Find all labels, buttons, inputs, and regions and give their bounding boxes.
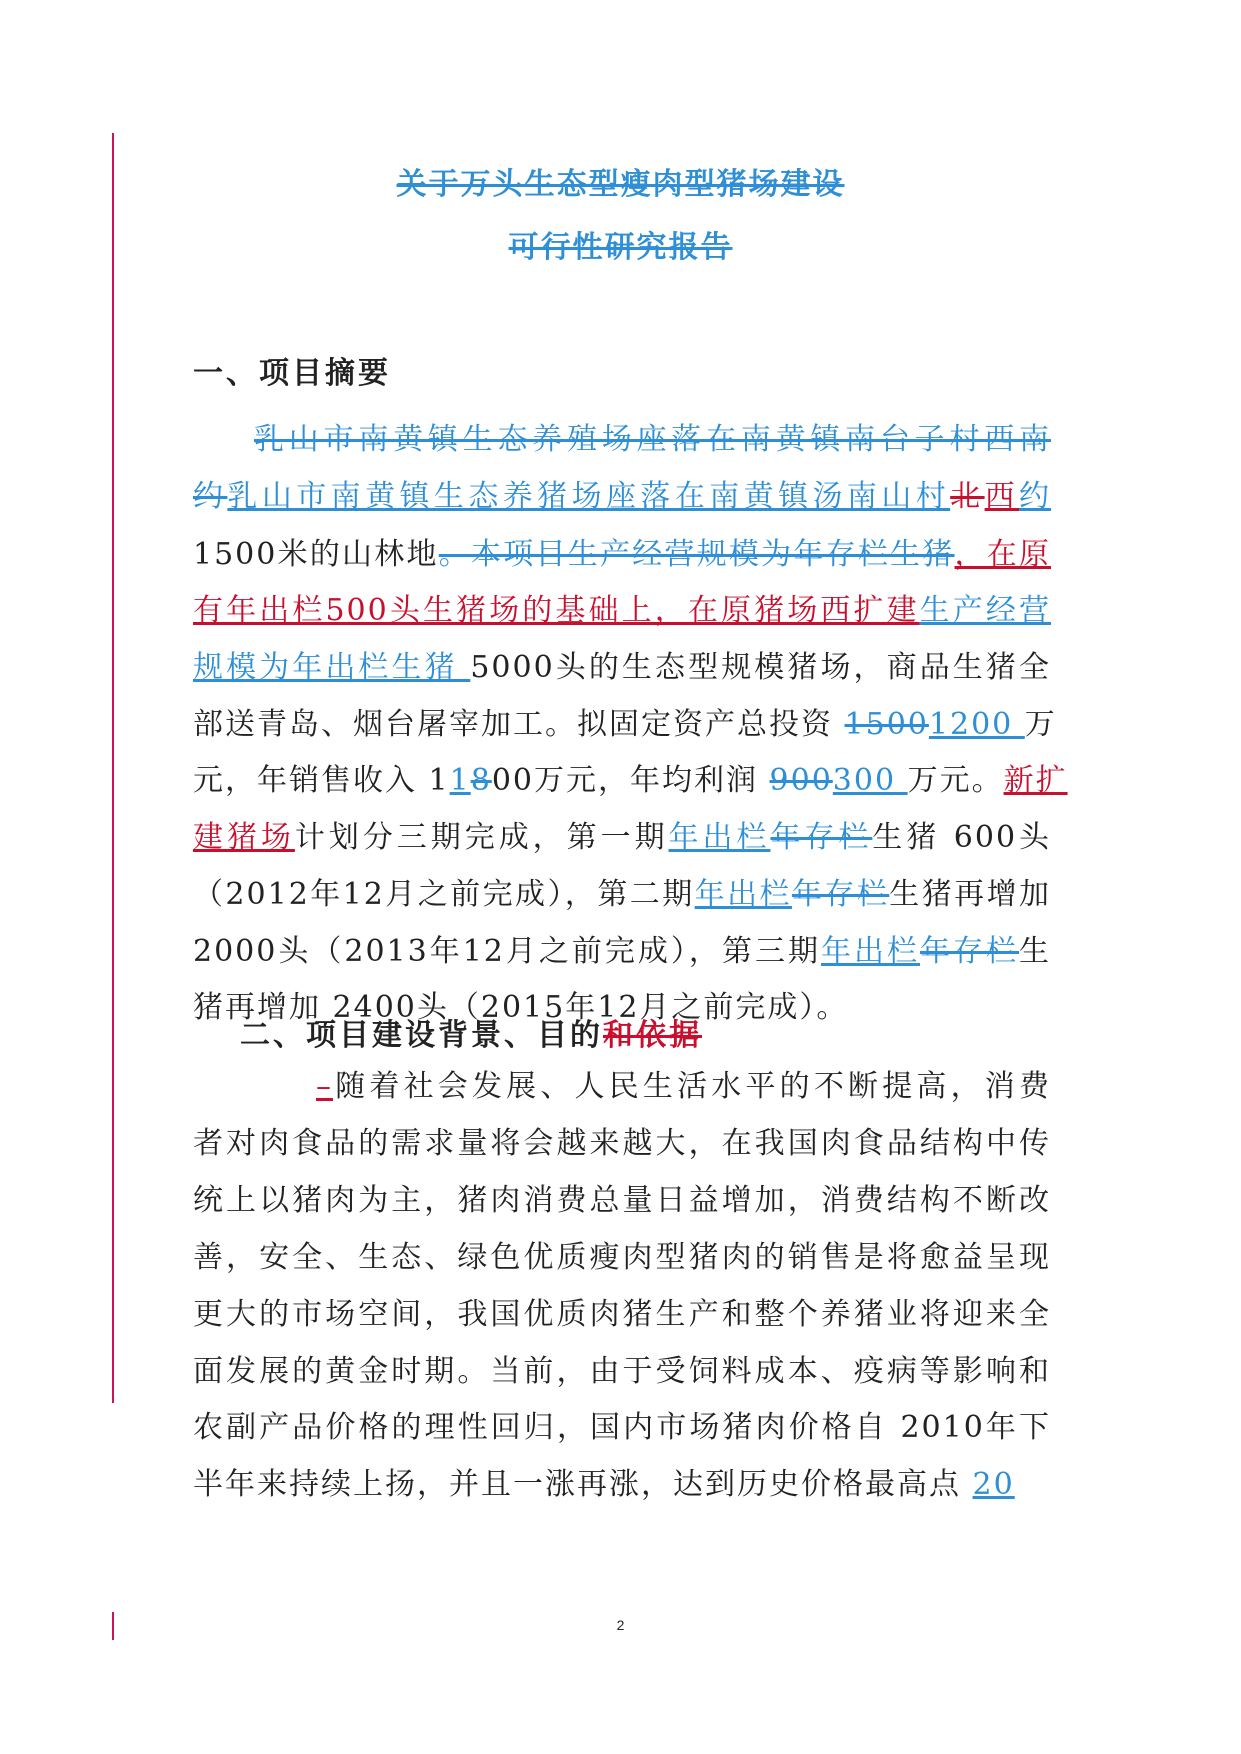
text-line: [193, 477, 1051, 517]
text-run: 元，年销售收入 1: [193, 763, 450, 798]
text-line: [193, 1181, 1051, 1221]
text-run: 1500米的山林地: [193, 537, 439, 572]
text-run: 5000头的生态型规模猪场，商品生猪全: [470, 650, 1051, 685]
text-line: [193, 1465, 1051, 1505]
text-run: 部送青岛、烟台屠宰加工。拟固定资产总投资: [193, 707, 845, 742]
text-run: ，在原: [954, 537, 1052, 572]
text-run: 万元。: [907, 763, 1004, 798]
text-line: [316, 1067, 1051, 1107]
text-run: 年存栏: [920, 934, 1020, 969]
text-run: 计划分三期完成，第一期: [294, 820, 669, 855]
text-run: –: [316, 1069, 333, 1104]
text-line: [193, 932, 1051, 972]
text-run: 北: [950, 479, 985, 514]
text-run: 900: [769, 763, 833, 798]
text-run: 年存栏: [791, 877, 890, 912]
text-run: 更大的市场空间，我国优质肉猪生产和整个养猪业将迎来全: [193, 1297, 1051, 1332]
text-run: 生猪 600头: [872, 820, 1052, 855]
deleted-heading-text: 和依据: [603, 1018, 702, 1053]
text-run: 生猪再增加: [889, 877, 1052, 912]
text-run: 者对肉食品的需求量将会越来越大，在我国肉食品结构中传: [193, 1126, 1051, 1161]
text-run: （2012年12月之前完成），第二期: [193, 877, 695, 912]
text-line: [193, 1408, 1051, 1448]
text-run: 有年出栏500头生猪场的基础上，在原猪场西扩建: [193, 593, 920, 628]
document-title-line2: 可行性研究报告: [508, 230, 733, 265]
text-run: 年存栏: [770, 820, 873, 855]
page-number: 2: [616, 1617, 625, 1633]
revision-bar: [112, 133, 114, 1403]
text-run: 生: [1019, 934, 1052, 969]
text-run: 新扩: [1003, 763, 1068, 798]
text-line: [193, 1238, 1051, 1278]
text-run: 约: [1019, 479, 1052, 514]
text-run: 1: [449, 763, 471, 798]
text-line: [193, 1352, 1051, 1392]
text-run: 统上以猪肉为主，猪肉消费总量日益增加，消费结构不断改: [193, 1183, 1051, 1218]
text-run: 2000头（2013年12月之前完成），第三期: [193, 934, 821, 969]
text-run: 1200: [928, 707, 1025, 742]
text-run: 面发展的黄金时期。当前，由于受饲料成本、疫病等影响和: [193, 1354, 1051, 1389]
text-run: 猪再增加 2400头（2015年12月之前完成）。: [193, 990, 849, 1025]
section-heading-background: [240, 1010, 702, 1054]
section-heading-summary: 一、项目摘要: [193, 356, 391, 391]
text-line: [193, 761, 1068, 801]
text-run: 规模为年出栏生猪: [193, 650, 471, 685]
heading-text: 二、项目建设背景、目的: [240, 1018, 603, 1053]
text-line: [254, 420, 1051, 460]
text-run: 1500: [844, 707, 929, 742]
text-line: [193, 1295, 1051, 1335]
text-line: [193, 705, 1057, 745]
text-run: 300: [832, 763, 908, 798]
text-line: [193, 535, 1051, 575]
text-run: 西: [984, 479, 1020, 514]
text-run: 年出栏: [694, 877, 792, 912]
text-run: 00万元，年均利润: [491, 763, 770, 798]
text-run: 乳山市南黄镇生态养殖场座落在南黄镇南台子村西南: [254, 422, 1051, 457]
text-run: 年出栏: [820, 934, 920, 969]
text-run: 农副产品价格的理性回归，国内市场猪肉价格自 2010年下: [193, 1410, 1051, 1445]
text-run: 20: [972, 1467, 1015, 1502]
text-run: 乳山市南黄镇生态养猪场座落在南黄镇汤南山村: [227, 479, 951, 514]
text-run: 善，安全、生态、绿色优质瘦肉型猪肉的销售是将愈益呈现: [193, 1240, 1051, 1275]
text-line: [193, 591, 1051, 631]
text-run: 万: [1024, 707, 1057, 742]
text-run: 建猪场: [193, 820, 295, 855]
document-title-line1: 关于万头生态型瘦肉型猪场建设: [396, 167, 845, 202]
text-line: [193, 818, 1051, 858]
text-line: [193, 1124, 1051, 1164]
text-run: 半年来持续上扬，并且一涨再涨，达到历史价格最高点: [193, 1467, 973, 1502]
text-run: 约: [193, 479, 228, 514]
text-run: 。本项目生产经营规模为年存栏生猪: [438, 537, 955, 572]
text-line: [193, 648, 1051, 688]
text-run: 8: [470, 763, 492, 798]
text-line: [193, 875, 1051, 915]
text-run: 随着社会发展、人民生活水平的不断提高，消费: [333, 1069, 1051, 1104]
text-run: 生产经营: [919, 593, 1051, 628]
text-run: 年出栏: [668, 820, 771, 855]
